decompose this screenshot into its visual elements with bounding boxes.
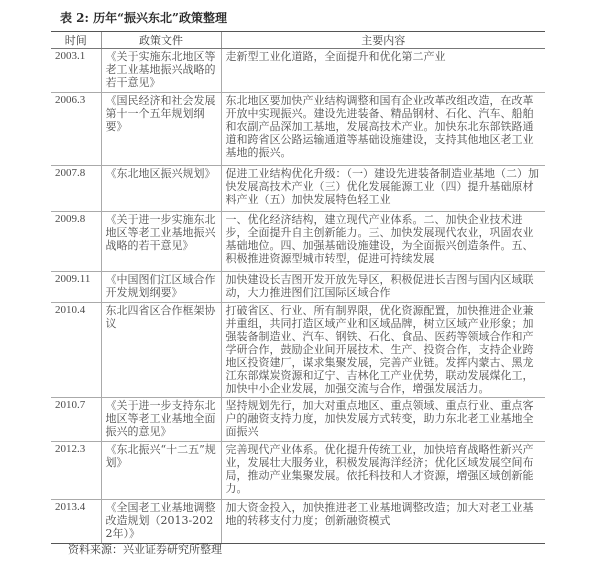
row-content: 坚持规划先行，加大对重点地区、重点领域、重点行业、重点客户的融资支持力度，加快发展方式转变，助力东北老工业基地全面振兴 [221, 398, 545, 442]
row-document: 《中国图们江区域合作开发规划纲要》 [101, 272, 221, 303]
table-title: 表 2: 历年“振兴东北”政策整理 [60, 11, 227, 25]
header-policy-document: 政策文件 [101, 32, 221, 49]
row-document: 《关于进一步支持东北地区等老工业基地全面振兴的意见》 [101, 398, 221, 442]
row-document: 《关于进一步实施东北地区等老工业基地振兴战略的若干意见》 [101, 212, 221, 272]
row-year: 2007.8 [51, 166, 101, 212]
row-year: 2003.1 [51, 49, 101, 93]
row-year: 2012.3 [51, 442, 101, 500]
header-main-content: 主要内容 [221, 32, 545, 49]
row-year: 2010.4 [51, 303, 101, 398]
row-content: 加大资金投入，加快推进老工业基地调整改造；加大对老工业基地的转移支付力度；创新融资模式 [221, 500, 545, 544]
policy-table [51, 31, 545, 544]
table-row [51, 303, 545, 398]
table-row [51, 500, 545, 544]
row-content: 完善现代产业体系。优化提升传统工业，加快培育战略性新兴产业，发展壮大服务业，积极发展海洋经济；优化区域发展空间布局，推动产业集聚发展。依托科技和人才资源，增强区域创新能力。 [221, 442, 545, 500]
row-content: 促进工业结构优化升级：（一）建设先进装备制造业基地（二）加快发展高技术产业（三）优化发展能源工业（四）提升基础原材料产业（五）加快发展特色轻工业 [221, 166, 545, 212]
source-note: 资料来源：兴业证券研究所整理 [68, 543, 222, 556]
row-year: 2009.11 [51, 272, 101, 303]
row-content: 一、优化经济结构，建立现代产业体系。二、加快企业技术进步，全面提升自主创新能力。三、加快发展现代农业，巩固农业基础地位。四、加强基础设施建设，为全面振兴创造条件。五、积极推进资源型城市转型，促进可持续发展 [221, 212, 545, 272]
row-document: 《国民经济和社会发展第十一个五年规划纲要》 [101, 93, 221, 166]
row-document: 《关于实施东北地区等老工业基地振兴战略的若干意见》 [101, 49, 221, 93]
row-document: 东北四省区合作框架协议 [101, 303, 221, 398]
table-row [51, 272, 545, 303]
table-header-row [51, 32, 545, 49]
header-time: 时间 [51, 32, 101, 49]
row-content: 东北地区要加快产业结构调整和国有企业改革改组改造，在改革开放中实现振兴。建设先进装备、精品钢材、石化、汽车、船舶和农副产品深加工基地，发展高技术产业。加快东北东部铁路通道和跨省区公路运输通道等基础设施建设，支持其他地区老工业基地的振兴。 [221, 93, 545, 166]
row-year: 2006.3 [51, 93, 101, 166]
row-document: 《东北振兴“十二五”规划》 [101, 442, 221, 500]
row-year: 2009.8 [51, 212, 101, 272]
table-row [51, 442, 545, 500]
table-row [51, 93, 545, 166]
table-row [51, 398, 545, 442]
row-document: 《东北地区振兴规划》 [101, 166, 221, 212]
table-row [51, 49, 545, 93]
row-content: 走新型工业化道路，全面提升和优化第二产业 [221, 49, 545, 93]
row-content: 打破省区、行业、所有制界限，优化资源配置，加快推进企业兼并重组，共同打造区域产业和区域品牌，树立区域产业形象；加强装备制造业、汽车、钢铁、石化、食品、医药等领域合作和产学研合作，鼓励企业间开展技术、生产、投资合作，支持企业跨地区投资建厂，谋求集聚发展，完善产业链。发挥内蒙古、黑龙江东部煤炭资源和辽宁、吉林化工产业优势，联动发展煤化工，加快中小企业发展，加强交流与合作，增强发展活力。 [221, 303, 545, 398]
table-row [51, 212, 545, 272]
table-row [51, 166, 545, 212]
row-document: 《全国老工业基地调整改造规划（2013-2022年）》 [101, 500, 221, 544]
row-content: 加快建设长吉图开发开放先导区，积极促进长吉图与国内区域联动，大力推进图们江国际区域合作 [221, 272, 545, 303]
row-year: 2010.7 [51, 398, 101, 442]
row-year: 2013.4 [51, 500, 101, 544]
